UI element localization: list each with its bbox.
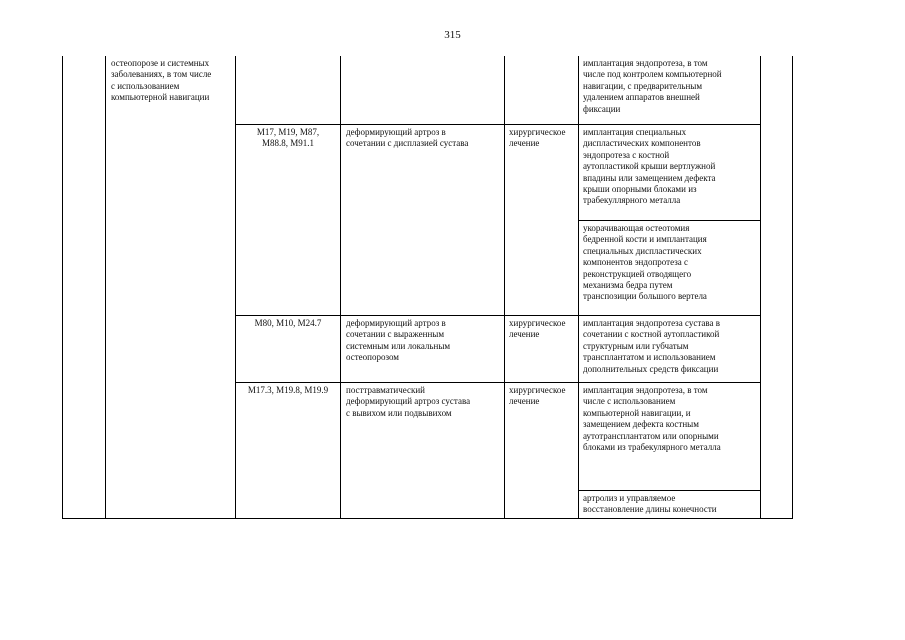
diagnosis-cell: посттравматический деформирующий артроз сустава с вывихом или подвывихом	[346, 385, 471, 418]
method-cell: имплантация эндопротеза сустава в сочетании с костной аутопластикой структурным или губчатым трансплантатом и использованием дополнительных средств фиксации	[583, 318, 721, 374]
diagnosis-cell: деформирующий артроз в сочетании с дисплазией сустава	[346, 127, 469, 149]
column-divider	[105, 56, 106, 518]
icd-codes-cell: M17, M19, M87, M88.8, M91.1	[256, 127, 320, 149]
column-divider	[504, 56, 505, 518]
column-divider	[235, 56, 236, 518]
treatment-cell: хирургическое лечение	[509, 385, 566, 407]
method-cell: имплантация специальных диспластических компонентов эндопротеза с костной аутопластикой крыши вертлужной впадины или замещением дефекта крыши опорными блоками из трабекуллярного металла	[583, 127, 716, 206]
column-divider	[578, 56, 579, 518]
medical-care-table	[62, 56, 793, 519]
column-divider	[340, 56, 341, 518]
row-divider	[235, 315, 760, 316]
method-cell: имплантация эндопротеза, в том числе с использованием компьютерной навигации, и замещением дефекта костным аутотрансплантатом или опорными блоками из трабекулярного металла	[583, 385, 721, 453]
treatment-cell: хирургическое лечение	[509, 318, 566, 340]
profile-cell: остеопорозе и системных заболеваниях, в том числе с использованием компьютерной навигации	[111, 58, 212, 103]
column-divider	[760, 56, 761, 518]
diagnosis-cell: деформирующий артроз в сочетании с выраженным системным или локальным остеопорозом	[346, 318, 451, 363]
treatment-cell: хирургическое лечение	[509, 127, 566, 149]
row-divider	[235, 124, 760, 125]
row-divider	[578, 220, 760, 221]
page-number: 315	[444, 29, 461, 41]
method-cell: укорачивающая остеотомия бедренной кости и имплантация специальных диспластических компонентов эндопротеза с реконструкцией отводящего механизма бедра путем транспозиции большого вертела	[583, 223, 707, 302]
icd-codes-cell: M80, M10, M24.7	[254, 318, 322, 328]
row-divider	[578, 490, 760, 491]
icd-codes-cell: M17.3, M19.8, M19.9	[247, 385, 329, 395]
method-cell: имплантация эндопротеза, в том числе под контролем компьютерной навигации, с предварительным удалением аппаратов внешней фиксации	[583, 58, 722, 114]
method-cell: артролиз и управляемое восстановление длины конечности	[583, 493, 717, 515]
row-divider	[235, 382, 760, 383]
